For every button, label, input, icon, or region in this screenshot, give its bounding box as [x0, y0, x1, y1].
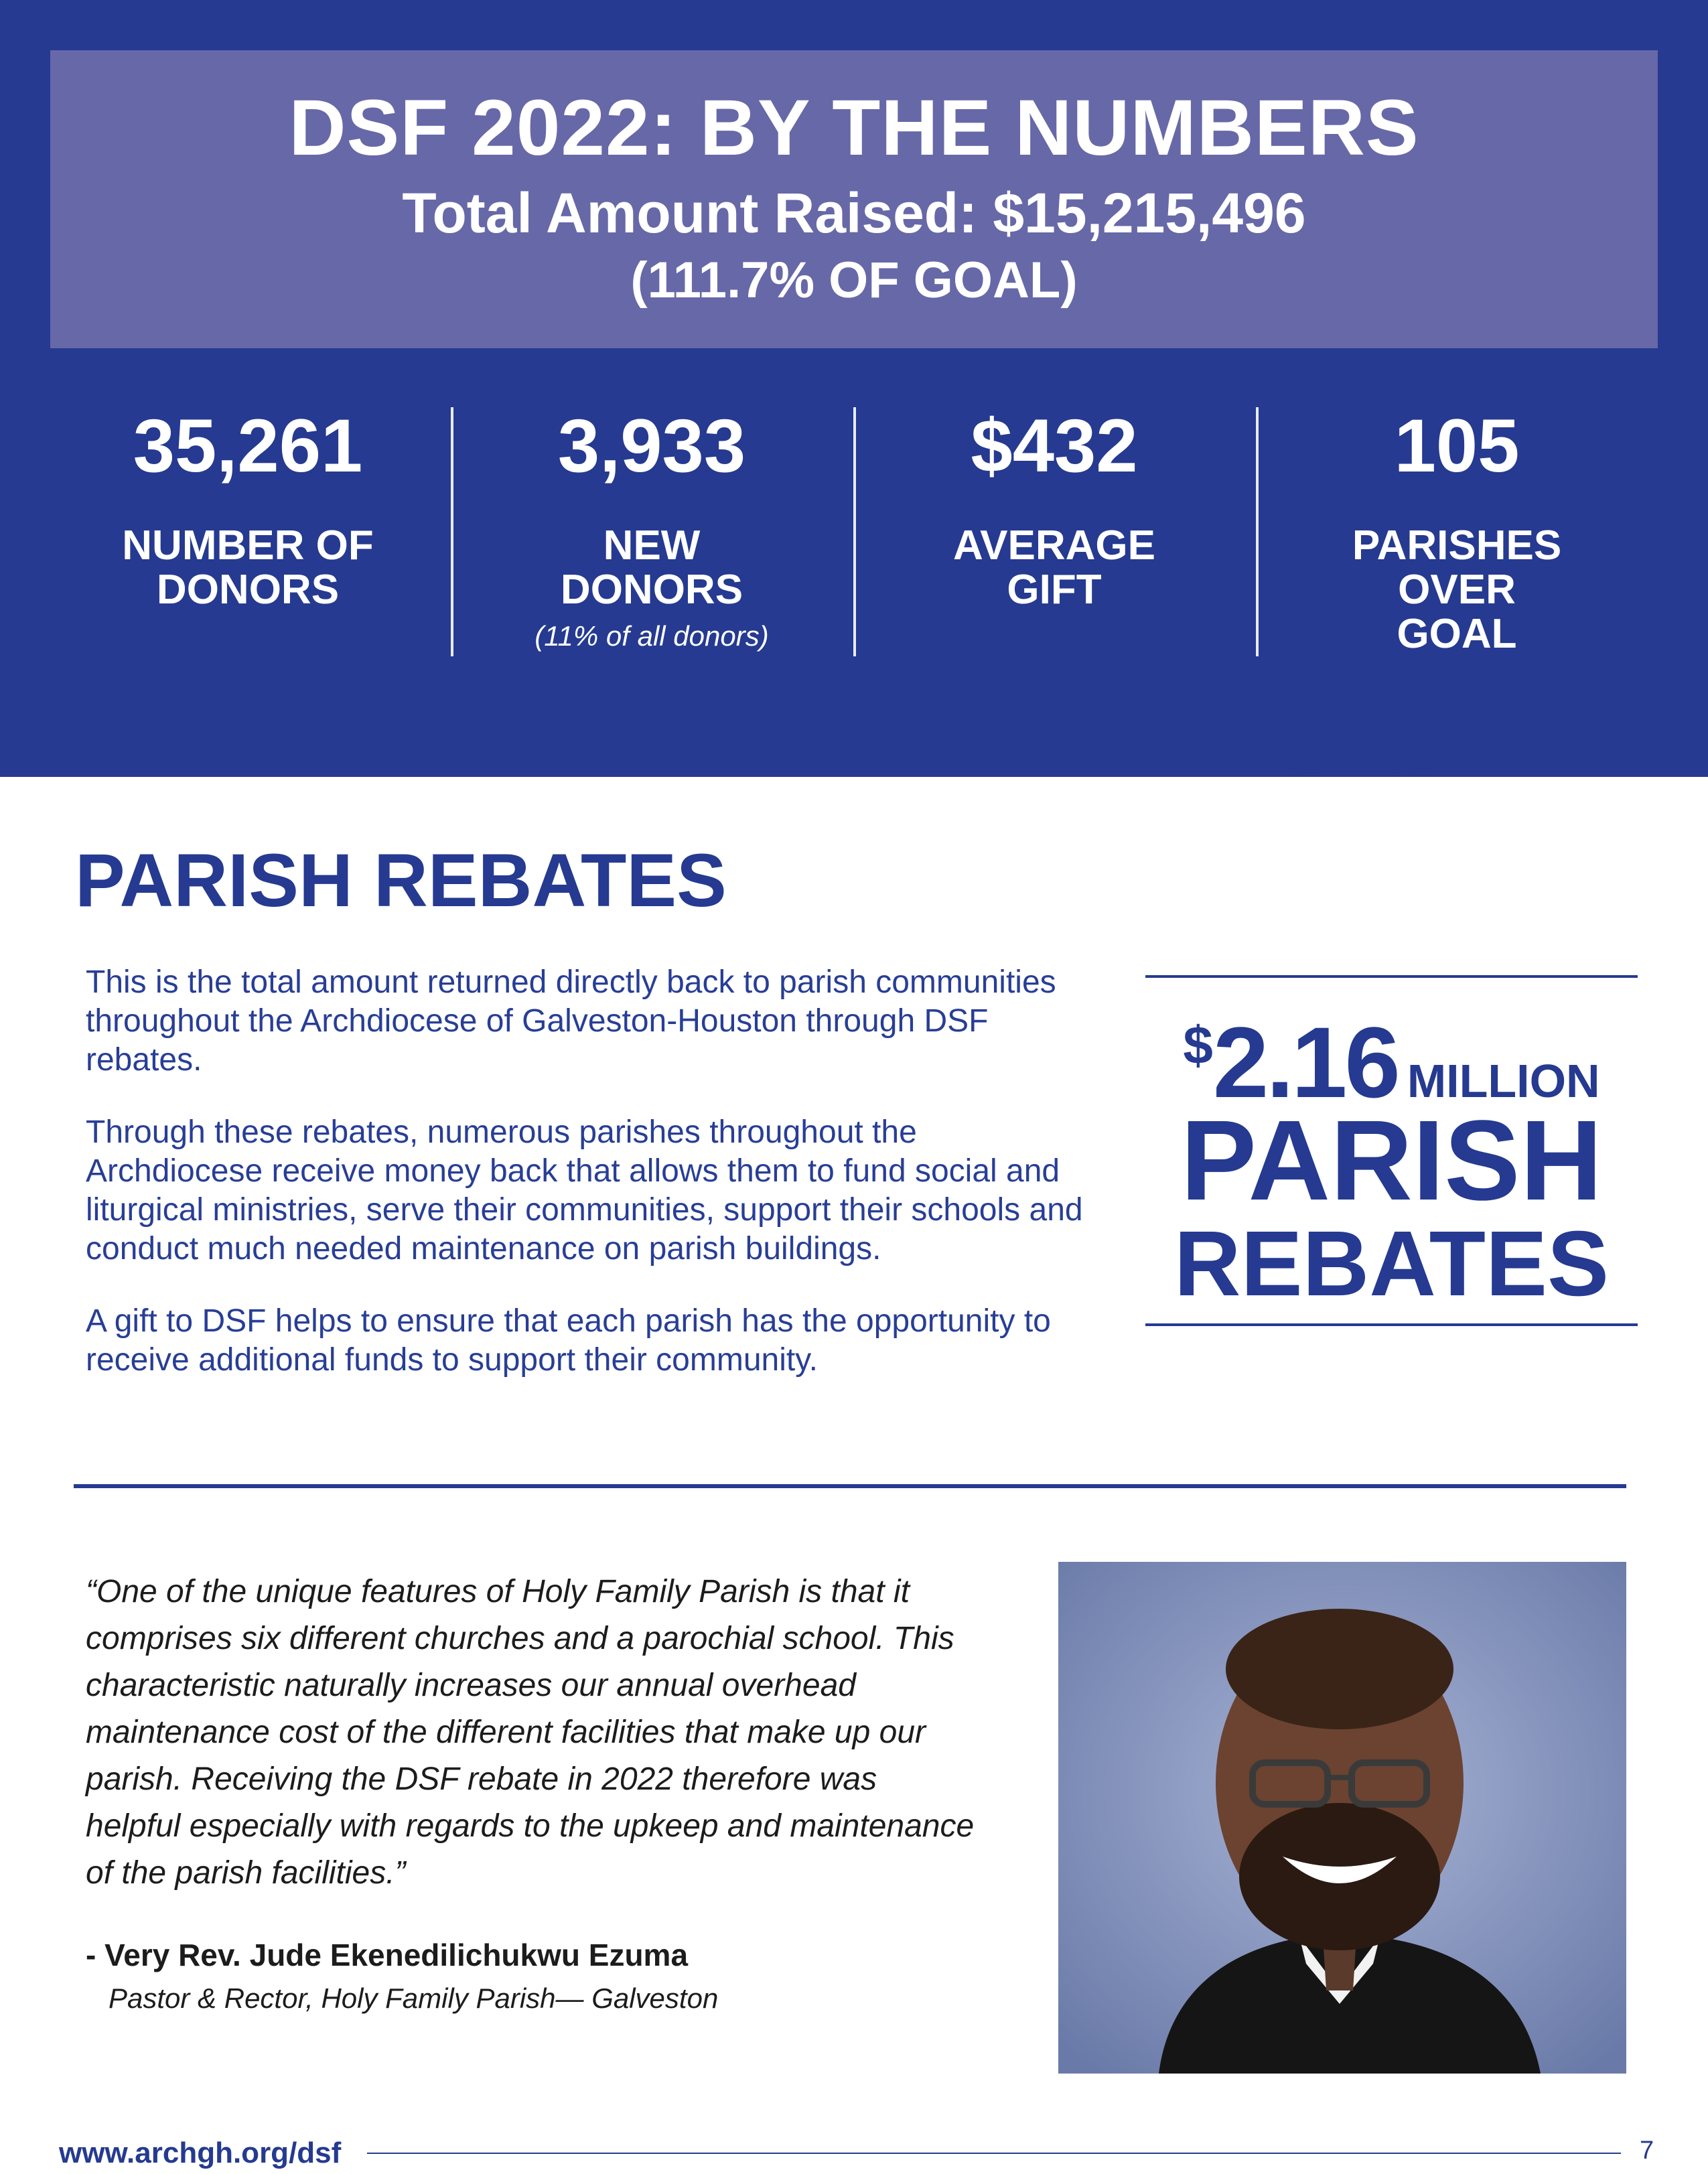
- stat-number-of-donors: [47, 402, 449, 612]
- rebate-paragraph: This is the total amount returned directly back to parish communities throughout the Archdiocese of Galveston-Houston through DSF rebates.: [86, 964, 1056, 1078]
- stat-label: PARISHES OVER GOAL: [1352, 522, 1562, 657]
- stat-value: 3,933: [557, 404, 746, 488]
- amount-value: 2.16: [1212, 1006, 1398, 1118]
- currency-symbol: $: [1183, 1015, 1213, 1075]
- testimonial-author: - Very Rev. Jude Ekenedilichukwu Ezuma: [86, 1938, 689, 1972]
- section-divider: [74, 1484, 1626, 1488]
- callout-rule-bottom: [1145, 1323, 1638, 1326]
- stat-new-donors: [451, 402, 853, 652]
- wave-divider: [0, 703, 1708, 837]
- testimonial-quote: “One of the unique features of Holy Family Parish is that it comprises six different churches and a parochial school. This characteristic naturally increases our annual overhead maintenance cost of the different facilities that make up our parish. Receiving the DSF rebate in 2022 therefore was helpful especially with regards to the upkeep and maintenance of the parish facilities.”: [86, 1574, 975, 1891]
- total-raised: Total Amount Raised: $15,215,496: [402, 182, 1306, 244]
- footer-url[interactable]: www.archgh.org/dsf: [59, 2136, 342, 2169]
- callout-rebates: REBATES: [1173, 1212, 1610, 1315]
- callout-rule-top: [1145, 975, 1638, 978]
- stat-value: $432: [971, 404, 1138, 488]
- portrait-photo: [1058, 1562, 1626, 2074]
- rebate-description: [86, 963, 1090, 1413]
- callout-parish: PARISH: [1180, 1097, 1603, 1224]
- title-box: [50, 50, 1658, 348]
- testimonial-role: Pastor & Rector, Holy Family Parish— Galveston: [109, 1982, 719, 2014]
- goal-percent: (111.7% OF GOAL): [630, 252, 1078, 309]
- stat-label: AVERAGE GIFT: [952, 522, 1155, 613]
- rebate-paragraph: Through these rebates, numerous parishes throughout the Archdiocese receive money back that allows them to fund social and liturgical ministries, serve their communities, support their schools and conduct much needed maintenance on parish buildings.: [86, 1114, 1083, 1266]
- stat-note: (11% of all donors): [535, 620, 769, 652]
- rebate-paragraph: A gift to DSF helps to ensure that each parish has the opportunity to receive additional funds to support their community.: [86, 1303, 1051, 1378]
- footer-rule: [367, 2153, 1621, 2154]
- page-number: 7: [1640, 2136, 1654, 2165]
- stat-parishes-over-goal: [1256, 402, 1658, 656]
- stat-average-gift: [853, 402, 1255, 612]
- page-title: DSF 2022: BY THE NUMBERS: [289, 84, 1419, 172]
- stat-value: 35,261: [133, 404, 363, 488]
- amount-unit: MILLION: [1407, 1055, 1600, 1107]
- stat-value: 105: [1394, 404, 1520, 488]
- section-title-parish-rebates: PARISH REBATES: [75, 839, 727, 922]
- stat-label: NUMBER OF DONORS: [122, 522, 374, 613]
- stat-label: NEW DONORS: [560, 522, 743, 613]
